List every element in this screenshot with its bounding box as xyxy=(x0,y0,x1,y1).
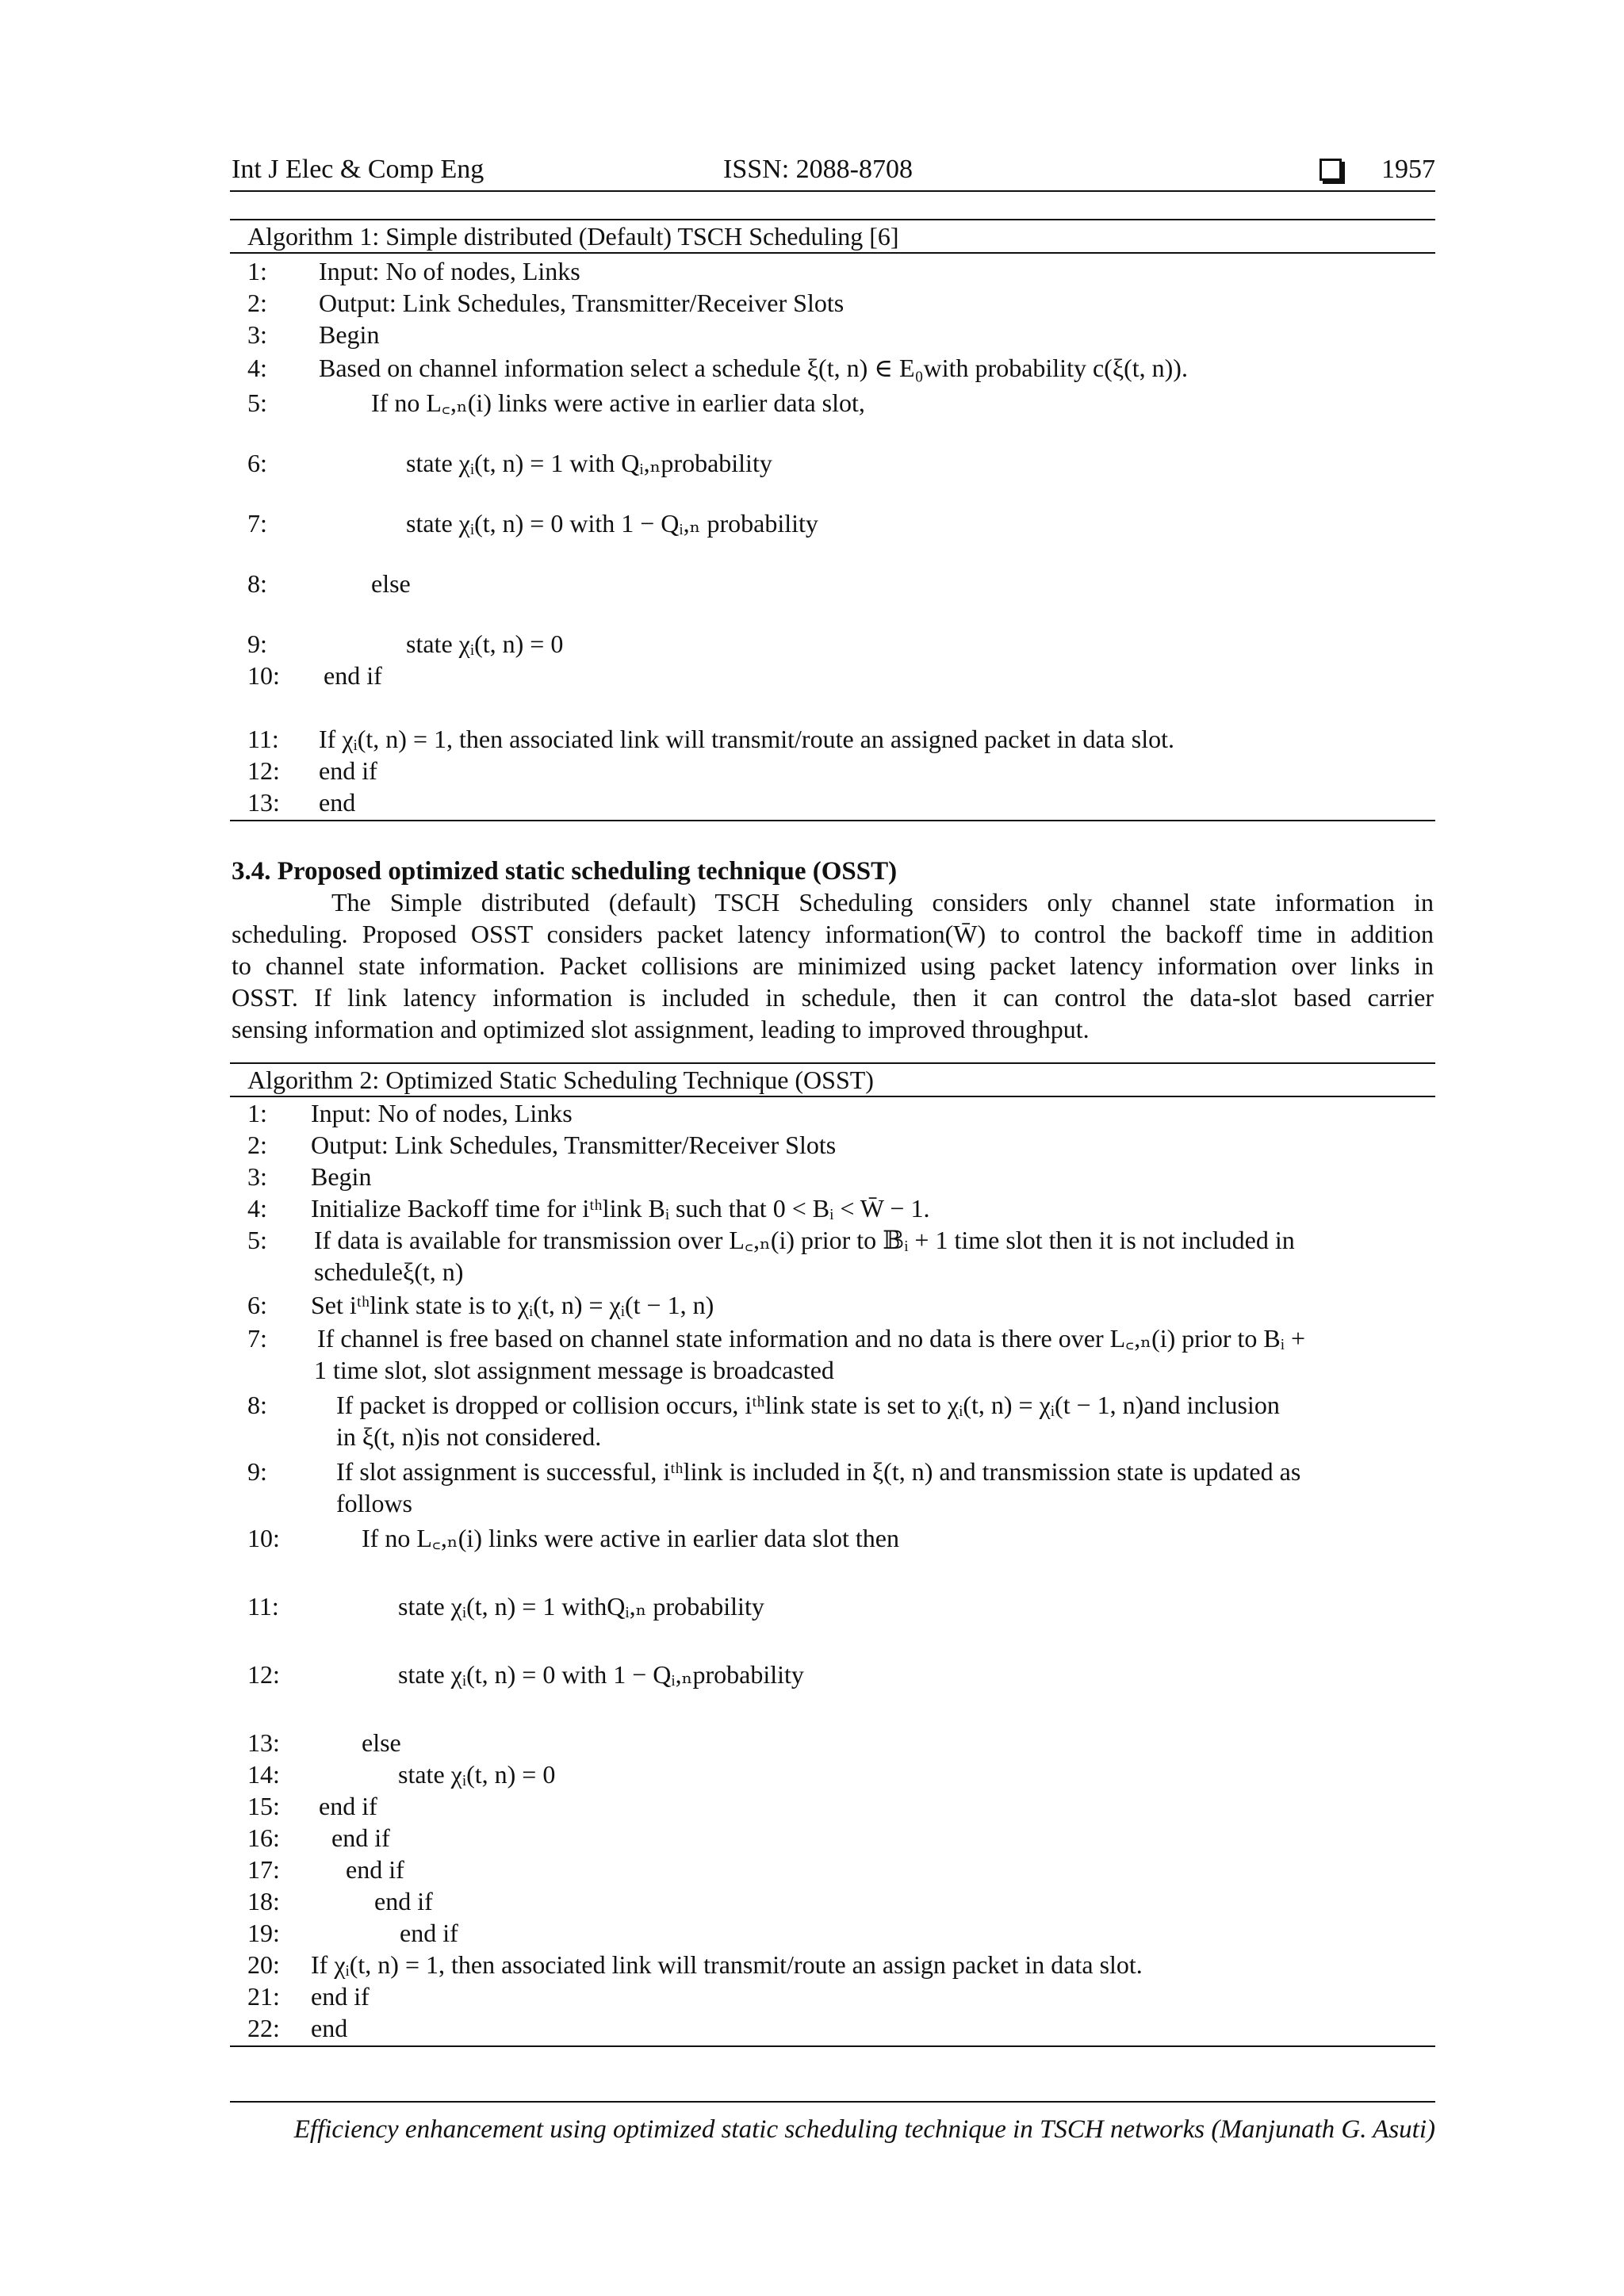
running-footer: Efficiency enhancement using optimized static scheduling technique in TSCH networks (Manjunath G. Asuti) xyxy=(293,2115,1435,2144)
line-number: 1: xyxy=(247,1099,267,1127)
header-rule xyxy=(230,190,1435,192)
line-number: 18: xyxy=(247,1887,280,1915)
line-number: 3: xyxy=(247,1162,267,1191)
line-text: end if xyxy=(319,1792,377,1820)
paragraph-line: sensing information and optimized slot assignment, leading to improved throughput. xyxy=(232,1015,1090,1043)
line-number: 17: xyxy=(247,1855,280,1884)
line-text: end if xyxy=(324,661,382,690)
line-number: 3: xyxy=(247,320,267,349)
issn: ISSN: 2088-8708 xyxy=(723,155,913,184)
line-text: If χᵢ(t, n) = 1, then associated link will transmit/route an assign packet in data slot. xyxy=(311,1950,1143,1979)
line-number: 10: xyxy=(247,1524,280,1552)
line-number: 9: xyxy=(247,1457,267,1486)
line-number: 12: xyxy=(247,756,280,785)
line-number: 9: xyxy=(247,629,267,658)
line-text: end if xyxy=(374,1887,433,1915)
line-continuation: scheduleξ(t, n) xyxy=(314,1257,464,1286)
algorithm-1-caption-rule xyxy=(230,252,1435,254)
line-number: 5: xyxy=(247,388,267,417)
line-number: 16: xyxy=(247,1823,280,1852)
paragraph-line: OSST. If link latency information is included in schedule, then it can control the data-slot based carrier xyxy=(232,983,1434,1012)
line-text: state χᵢ(t, n) = 0 with 1 − Qᵢ,ₙ probability xyxy=(406,509,818,538)
line-text: Output: Link Schedules, Transmitter/Receiver Slots xyxy=(311,1131,837,1159)
running-header xyxy=(232,152,1435,187)
line-number: 8: xyxy=(247,569,267,598)
line-number: 7: xyxy=(247,509,267,538)
section-paragraph xyxy=(232,886,1434,1045)
line-number: 14: xyxy=(247,1760,280,1789)
line-text: If slot assignment is successful, iᵗʰlink is included in ξ(t, n) and transmission state is updated as xyxy=(336,1457,1301,1486)
line-number: 2: xyxy=(247,1131,267,1159)
line-text: else xyxy=(362,1728,401,1757)
line-text: Input: No of nodes, Links xyxy=(319,257,580,285)
line-number: 2: xyxy=(247,289,267,317)
line-number: 15: xyxy=(247,1792,280,1820)
journal-name: Int J Elec & Comp Eng xyxy=(232,155,485,184)
line-text: Set iᵗʰlink state is to χᵢ(t, n) = χᵢ(t − 1, n) xyxy=(311,1291,714,1319)
line-text: Initialize Backoff time for iᵗʰlink Bᵢ such that 0 < Bᵢ < W̄ − 1. xyxy=(311,1194,930,1223)
line-continuation: in ξ(t, n)is not considered. xyxy=(336,1422,602,1451)
line-text: state χᵢ(t, n) = 0 xyxy=(406,629,564,658)
line-continuation: 1 time slot, slot assignment message is broadcasted xyxy=(314,1356,834,1384)
line-number: 13: xyxy=(247,1728,280,1757)
line-number: 7: xyxy=(247,1324,267,1353)
line-text: end xyxy=(311,2014,348,2042)
algorithm-1-box xyxy=(230,219,1435,821)
section-heading: 3.4. Proposed optimized static scheduling technique (OSST) xyxy=(232,857,898,886)
line-text: end if xyxy=(400,1919,458,1947)
algorithm-2-box xyxy=(230,1062,1435,2063)
line-number: 21: xyxy=(247,1982,280,2011)
line-text: state χᵢ(t, n) = 1 withQᵢ,ₙ probability xyxy=(398,1592,764,1621)
page-number: 1957 xyxy=(1381,155,1435,184)
line-text: state χᵢ(t, n) = 1 with Qᵢ,ₙprobability xyxy=(406,449,772,477)
line-text: state χᵢ(t, n) = 0 xyxy=(398,1760,556,1789)
line-text: If no L꜀,ₙ(i) links were active in earlier data slot, xyxy=(371,388,865,417)
line-text: end if xyxy=(319,756,377,785)
line-text: Input: No of nodes, Links xyxy=(311,1099,573,1127)
paragraph-line: to channel state information. Packet collisions are minimized using packet latency information over links in xyxy=(232,951,1434,980)
line-number: 12: xyxy=(247,1660,280,1689)
line-number: 4: xyxy=(247,354,267,382)
line-number: 11: xyxy=(247,1592,279,1621)
paragraph-line: scheduling. Proposed OSST considers packet latency information(W̄) to control the backoff time in addition xyxy=(232,920,1434,948)
paragraph-line: The Simple distributed (default) TSCH Scheduling considers only channel state information in xyxy=(331,888,1434,916)
line-number: 11: xyxy=(247,725,279,753)
line-text: If no L꜀,ₙ(i) links were active in earlier data slot then xyxy=(362,1524,899,1552)
line-number: 20: xyxy=(247,1950,280,1979)
line-text: Output: Link Schedules, Transmitter/Receiver Slots xyxy=(319,289,845,317)
line-number: 6: xyxy=(247,449,267,477)
line-text: If χᵢ(t, n) = 1, then associated link will transmit/route an assigned packet in data slot. xyxy=(319,725,1174,753)
footer-rule xyxy=(230,2101,1435,2103)
line-number: 22: xyxy=(247,2014,280,2042)
line-text: else xyxy=(371,569,411,598)
checkbox-square-icon xyxy=(1320,159,1342,181)
line-text: end if xyxy=(311,1982,370,2011)
line-text: If channel is free based on channel state information and no data is there over L꜀,ₙ(i) prior to Bᵢ + xyxy=(317,1324,1305,1353)
line-number: 1: xyxy=(247,257,267,285)
algorithm-1-bottom-rule xyxy=(230,820,1435,821)
line-text: Begin xyxy=(319,320,380,349)
line-number: 6: xyxy=(247,1291,267,1319)
line-number: 4: xyxy=(247,1194,267,1223)
line-number: 5: xyxy=(247,1226,267,1254)
line-number: 10: xyxy=(247,661,280,690)
algorithm-1-caption: Algorithm 1: Simple distributed (Default) TSCH Scheduling [6] xyxy=(247,222,899,251)
line-number: 13: xyxy=(247,788,280,817)
line-continuation: follows xyxy=(336,1489,412,1517)
line-number: 19: xyxy=(247,1919,280,1947)
line-text: end if xyxy=(346,1855,404,1884)
line-number: 8: xyxy=(247,1391,267,1419)
line-text: If data is available for transmission over L꜀,ₙ(i) prior to 𝔹ᵢ + 1 time slot then it is not included in xyxy=(314,1226,1295,1254)
line-text: Based on channel information select a schedule ξ(t, n) ∈ E₀with probability c(ξ(t, n)). xyxy=(319,354,1188,382)
algorithm-2-bottom-rule xyxy=(230,2045,1435,2047)
algorithm-2-caption: Algorithm 2: Optimized Static Scheduling Technique (OSST) xyxy=(247,1066,874,1094)
line-text: state χᵢ(t, n) = 0 with 1 − Qᵢ,ₙprobability xyxy=(398,1660,804,1689)
line-text: Begin xyxy=(311,1162,372,1191)
line-text: end xyxy=(319,788,356,817)
line-text: end if xyxy=(331,1823,390,1852)
line-text: If packet is dropped or collision occurs, iᵗʰlink state is set to χᵢ(t, n) = χᵢ(t − 1, n)and inclusion xyxy=(336,1391,1280,1419)
